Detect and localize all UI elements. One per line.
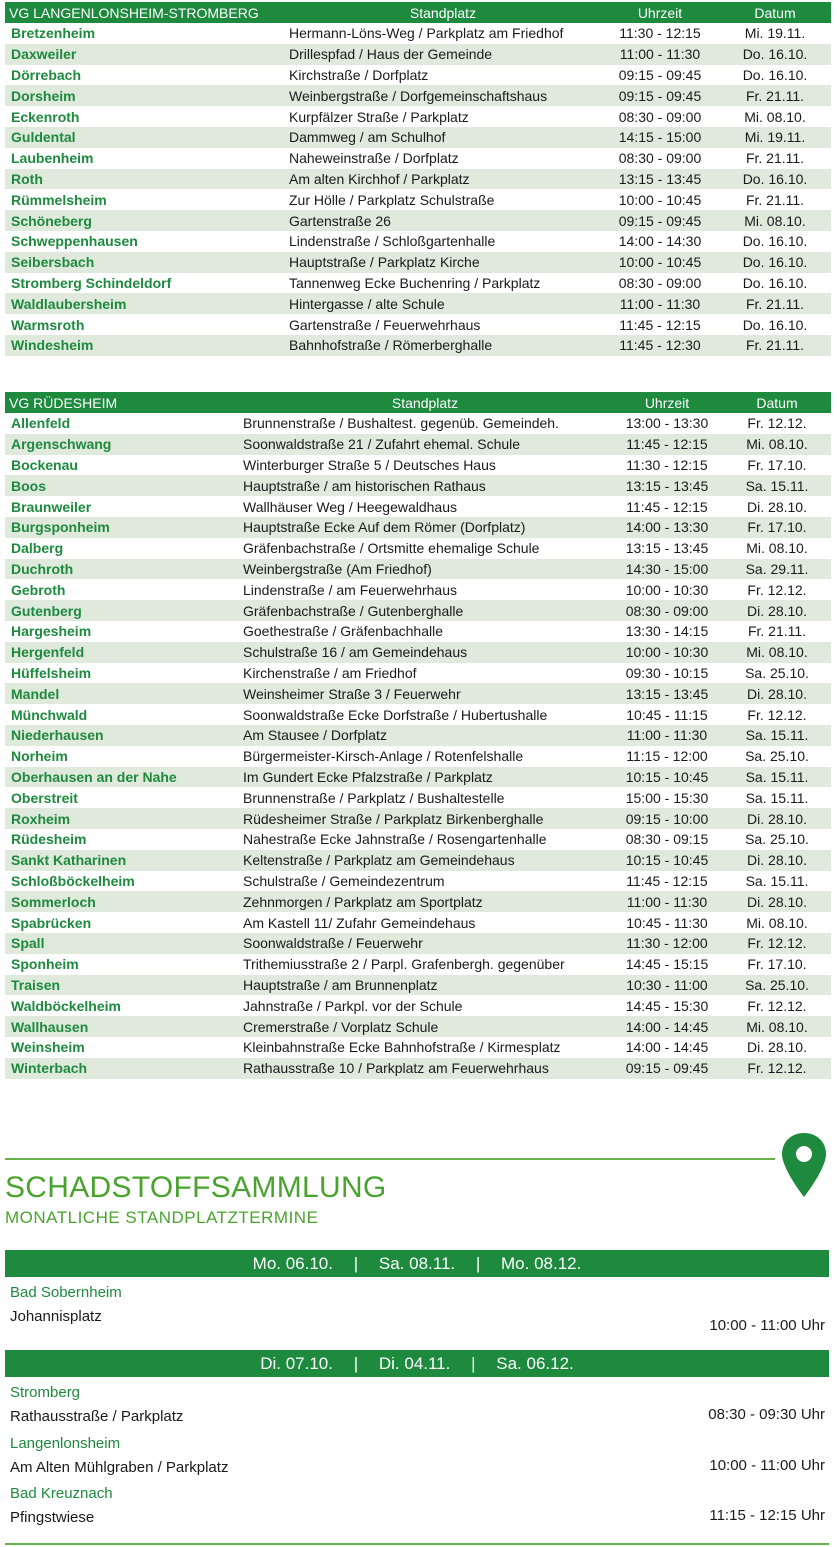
row-ort: Waldböckelheim (11, 997, 121, 1014)
row-standplatz: Hauptstraße / Parkplatz Kirche (285, 252, 601, 273)
row-standplatz: Kirchstraße / Dorfplatz (289, 66, 429, 83)
row-datum: Di. 28.10. (747, 498, 807, 515)
location-time: 10:00 - 11:00 Uhr (709, 1317, 825, 1334)
row-datum: Fr. 12.12. (747, 997, 807, 1014)
row-uhrzeit: 10:00 - 10:45 (601, 252, 719, 273)
row-standplatz: Gräfenbachstraße / Ortsmitte ehemalige Schule (243, 540, 540, 557)
row-uhrzeit: 09:15 - 10:00 (611, 808, 723, 829)
table-row (5, 517, 831, 538)
row-standplatz: Jahnstraße / Parkpl. vor der Schule (243, 997, 463, 1014)
row-standplatz: Hauptstraße / am Brunnenplatz (239, 975, 611, 996)
row-ort: Allenfeld (11, 415, 71, 432)
row-ort: Bockenau (11, 456, 78, 473)
band-separator: | (353, 1354, 359, 1373)
row-datum: Do. 16.10. (719, 44, 831, 65)
row-uhrzeit: 14:15 - 15:00 (601, 127, 719, 148)
row-uhrzeit: 11:45 - 12:15 (611, 434, 723, 455)
row-standplatz: Kleinbahnstraße Ecke Bahnhofstraße / Kirmesplatz (243, 1039, 561, 1056)
row-uhrzeit: 14:00 - 14:45 (625, 1039, 709, 1056)
row-uhrzeit: 14:30 - 15:00 (611, 559, 723, 580)
band-date: Mo. 08.12. (501, 1254, 582, 1273)
location-address: Am Alten Mühlgraben / Parkplatz (10, 1459, 229, 1476)
table-row (5, 273, 831, 294)
row-standplatz: Kirchenstraße / am Friedhof (243, 664, 417, 681)
table-row (5, 65, 831, 86)
row-ort: Gebroth (11, 581, 66, 598)
table-row (5, 189, 831, 210)
row-ort: Schloßböckelheim (11, 872, 135, 889)
row-datum: Fr. 21.11. (745, 191, 805, 208)
table-row (5, 808, 831, 829)
row-uhrzeit: 14:00 - 14:30 (618, 233, 702, 250)
row-ort: Braunweiler (11, 498, 92, 515)
section-subtitle: MONATLICHE STANDPLATZTERMINE (5, 1208, 319, 1227)
table-row (5, 767, 831, 788)
row-uhrzeit: 11:00 - 11:30 (611, 891, 723, 912)
row-uhrzeit: 08:30 - 09:00 (611, 600, 723, 621)
header-vg: VG LANGENLONSHEIM-STROMBERG (5, 2, 285, 23)
row-standplatz: Hermann-Löns-Weg / Parkplatz am Friedhof (289, 25, 564, 42)
row-ort: Dörrebach (11, 66, 82, 83)
row-datum: Mi. 19.11. (744, 25, 806, 42)
location-time: 10:00 - 11:00 Uhr (709, 1457, 825, 1474)
row-uhrzeit: 08:30 - 09:15 (625, 831, 709, 848)
row-ort: Niederhausen (5, 725, 239, 746)
row-standplatz: Wallhäuser Weg / Heegewaldhaus (243, 498, 458, 515)
row-uhrzeit: 11:15 - 12:00 (626, 748, 708, 765)
row-standplatz: Weinsheimer Straße 3 / Feuerwehr (239, 683, 611, 704)
row-ort: Waldlaubersheim (5, 293, 285, 314)
row-uhrzeit: 09:15 - 09:45 (611, 1058, 723, 1079)
row-ort: Traisen (5, 975, 239, 996)
band-separator: | (353, 1254, 359, 1273)
row-standplatz: Soonwaldstraße / Feuerwehr (239, 933, 611, 954)
header-uhrzeit: Uhrzeit (601, 2, 719, 23)
row-standplatz: Soonwaldstraße 21 / Zufahrt ehemal. Schule (239, 434, 611, 455)
row-datum: Do. 16.10. (719, 252, 831, 273)
table-row (5, 600, 831, 621)
row-uhrzeit: 10:30 - 11:00 (611, 975, 723, 996)
row-uhrzeit: 15:00 - 15:30 (625, 789, 709, 806)
row-standplatz: Naheweinstraße / Dorfplatz (289, 150, 459, 167)
row-standplatz: Bahnhofstraße / Römerberghalle (285, 335, 601, 356)
row-ort: Oberstreit (11, 789, 78, 806)
table-row (5, 475, 831, 496)
table-row (5, 912, 831, 933)
row-datum: Di. 28.10. (723, 683, 831, 704)
table-row (5, 231, 831, 252)
row-uhrzeit: 11:45 - 12:30 (601, 335, 719, 356)
row-uhrzeit: 11:30 - 12:15 (626, 456, 708, 473)
row-ort: Mandel (5, 683, 239, 704)
row-datum: Fr. 17.10. (747, 456, 807, 473)
row-ort: Winterbach (5, 1058, 239, 1079)
location-name: Bad Kreuznach (10, 1485, 113, 1502)
row-uhrzeit: 11:00 - 11:30 (611, 725, 723, 746)
row-uhrzeit: 08:30 - 09:00 (618, 150, 702, 167)
row-standplatz: Hauptstraße Ecke Auf dem Römer (Dorfplatz) (239, 517, 611, 538)
row-datum: Mi. 08.10. (746, 540, 808, 557)
table-row (5, 1016, 831, 1037)
row-standplatz: Am Stausee / Dorfplatz (239, 725, 611, 746)
row-datum: Sa. 15.11. (723, 767, 831, 788)
row-standplatz: Lindenstraße / am Feuerwehrhaus (243, 581, 457, 598)
row-datum: Fr. 12.12. (747, 581, 807, 598)
table-row (5, 954, 831, 975)
table-row (5, 1058, 831, 1079)
header-datum: Datum (719, 2, 831, 23)
row-uhrzeit: 13:15 - 13:45 (611, 475, 723, 496)
table-header-row (5, 392, 831, 413)
section-title: SCHADSTOFFSAMMLUNG (5, 1171, 387, 1204)
row-ort: Sponheim (11, 956, 79, 973)
table-row (5, 293, 831, 314)
row-datum: Mi. 08.10. (723, 642, 831, 663)
row-uhrzeit: 14:45 - 15:15 (625, 956, 709, 973)
table-row (5, 933, 831, 954)
row-standplatz: Weinbergstraße (Am Friedhof) (239, 559, 611, 580)
row-ort: Rümmelsheim (11, 191, 107, 208)
row-standplatz: Tannenweg Ecke Buchenring / Parkplatz (289, 274, 541, 291)
row-ort: Hüffelsheim (11, 664, 92, 681)
row-datum: Sa. 25.10. (745, 664, 809, 681)
table-row (5, 850, 831, 871)
header-uhrzeit: Uhrzeit (611, 392, 723, 413)
row-ort: Rüdesheim (11, 831, 87, 848)
row-uhrzeit: 10:45 - 11:15 (626, 706, 708, 723)
row-datum: Fr. 17.10. (747, 956, 807, 973)
row-uhrzeit: 13:15 - 13:45 (611, 683, 723, 704)
row-uhrzeit: 08:30 - 09:00 (618, 108, 702, 125)
row-ort: Dalberg (11, 540, 64, 557)
table-row (5, 169, 831, 190)
row-ort: Norheim (11, 748, 68, 765)
table-row (5, 621, 831, 642)
row-standplatz: Drillespfad / Haus der Gemeinde (285, 44, 601, 65)
row-uhrzeit: 13:15 - 13:45 (601, 169, 719, 190)
row-standplatz: Goethestraße / Gräfenbachhalle (243, 623, 444, 640)
row-datum: Sa. 15.11. (745, 789, 809, 806)
location-pin-icon (779, 1131, 829, 1201)
row-datum: Di. 28.10. (723, 600, 831, 621)
row-datum: Mi. 08.10. (719, 210, 831, 231)
row-standplatz: Soonwaldstraße Ecke Dorfstraße / Hubertushalle (243, 706, 548, 723)
location-address: Pfingstwiese (10, 1509, 95, 1526)
row-uhrzeit: 14:00 - 14:45 (611, 1016, 723, 1037)
row-datum: Sa. 25.10. (723, 975, 831, 996)
row-datum: Sa. 15.11. (723, 725, 831, 746)
row-datum: Fr. 12.12. (747, 706, 807, 723)
table-row (5, 210, 831, 231)
header-vg: VG RÜDESHEIM (5, 392, 239, 413)
row-ort: Schweppenhausen (11, 233, 138, 250)
band-date: Sa. 06.12. (496, 1354, 574, 1373)
table-row (5, 85, 831, 106)
row-ort: Daxweiler (5, 44, 285, 65)
table-row (5, 106, 831, 127)
row-standplatz: Schulstraße / Gemeindezentrum (243, 872, 445, 889)
row-datum: Do. 16.10. (719, 169, 831, 190)
row-datum: Fr. 17.10. (723, 517, 831, 538)
row-standplatz: Hauptstraße / am historischen Rathaus (239, 475, 611, 496)
row-datum: Fr. 21.11. (719, 85, 831, 106)
table-row (5, 642, 831, 663)
row-standplatz: Hintergasse / alte Schule (285, 293, 601, 314)
location-address: Johannisplatz (10, 1308, 102, 1325)
row-datum: Do. 16.10. (742, 274, 808, 291)
header-standplatz: Standplatz (285, 2, 601, 23)
row-ort: Windesheim (5, 335, 285, 356)
row-uhrzeit: 10:15 - 10:45 (611, 850, 723, 871)
row-standplatz: Rathausstraße 10 / Parkplatz am Feuerwehrhaus (239, 1058, 611, 1079)
location-name: Langenlonsheim (10, 1435, 121, 1452)
row-standplatz: Brunnenstraße / Parkplatz / Bushaltestelle (243, 789, 505, 806)
row-uhrzeit: 13:00 - 13:30 (625, 415, 709, 432)
row-uhrzeit: 13:15 - 13:45 (625, 540, 709, 557)
row-uhrzeit: 11:45 - 12:15 (626, 498, 708, 515)
row-datum: Sa. 25.10. (745, 748, 809, 765)
schedule-table-ruedesheim (5, 392, 831, 1079)
table-row (5, 1037, 831, 1058)
row-ort: Stromberg Schindeldorf (11, 274, 172, 291)
row-ort: Spabrücken (11, 914, 92, 931)
row-uhrzeit: 09:15 - 09:45 (601, 85, 719, 106)
bottom-divider (5, 1543, 829, 1545)
row-datum: Fr. 12.12. (723, 1058, 831, 1079)
row-datum: Sa. 15.11. (745, 872, 809, 889)
row-uhrzeit: 08:30 - 09:00 (618, 274, 702, 291)
row-ort: Eckenroth (11, 108, 80, 125)
row-ort: Burgsponheim (5, 517, 239, 538)
row-ort: Hargesheim (11, 623, 92, 640)
row-ort: Laubenheim (11, 150, 94, 167)
row-datum: Mi. 08.10. (723, 1016, 831, 1037)
table-row (5, 975, 831, 996)
row-standplatz: Kurpfälzer Straße / Parkplatz (289, 108, 469, 125)
row-standplatz: Zur Hölle / Parkplatz Schulstraße (289, 191, 495, 208)
table-row (5, 23, 831, 44)
row-datum: Do. 16.10. (742, 316, 808, 333)
row-standplatz: Nahestraße Ecke Jahnstraße / Rosengartenhalle (243, 831, 547, 848)
table-row (5, 314, 831, 335)
row-uhrzeit: 14:00 - 13:30 (611, 517, 723, 538)
row-ort: Roxheim (5, 808, 239, 829)
row-datum: Di. 28.10. (723, 891, 831, 912)
section-divider (5, 1158, 775, 1160)
row-ort: Guldental (5, 127, 285, 148)
row-uhrzeit: 10:15 - 10:45 (611, 767, 723, 788)
row-datum: Mi. 19.11. (719, 127, 831, 148)
row-uhrzeit: 11:00 - 11:30 (601, 293, 719, 314)
table-row (5, 704, 831, 725)
row-ort: Boos (5, 475, 239, 496)
table-row (5, 413, 831, 434)
row-datum: Sa. 15.11. (723, 475, 831, 496)
row-datum: Fr. 21.11. (719, 293, 831, 314)
row-datum: Mi. 08.10. (723, 434, 831, 455)
row-uhrzeit: 11:45 - 12:15 (619, 316, 701, 333)
band-date: Mo. 06.10. (252, 1254, 333, 1273)
table-row (5, 663, 831, 684)
row-standplatz: Dammweg / am Schulhof (285, 127, 601, 148)
table-row (5, 434, 831, 455)
row-standplatz: Keltenstraße / Parkplatz am Gemeindehaus (239, 850, 611, 871)
row-ort: Warmsroth (11, 316, 85, 333)
row-datum: Mi. 08.10. (746, 914, 808, 931)
table-row (5, 44, 831, 65)
row-ort: Dorsheim (5, 85, 285, 106)
table-row (5, 559, 831, 580)
band-separator: | (475, 1254, 481, 1273)
row-datum: Fr. 21.11. (747, 623, 807, 640)
row-standplatz: Weinbergstraße / Dorfgemeinschaftshaus (285, 85, 601, 106)
table-row (5, 891, 831, 912)
row-datum: Di. 28.10. (747, 1039, 807, 1056)
row-ort: Gutenberg (5, 600, 239, 621)
table-body (5, 413, 831, 1079)
location-time: 08:30 - 09:30 Uhr (708, 1406, 825, 1423)
row-standplatz: Zehnmorgen / Parkplatz am Sportplatz (239, 891, 611, 912)
row-ort: Sankt Katharinen (5, 850, 239, 871)
row-ort: Duchroth (5, 559, 239, 580)
row-uhrzeit: 14:45 - 15:30 (625, 997, 709, 1014)
row-uhrzeit: 09:15 - 09:45 (618, 66, 702, 83)
row-datum: Fr. 12.12. (747, 415, 807, 432)
row-standplatz: Trithemiusstraße 2 / Parpl. Grafenbergh. gegenüber (243, 956, 565, 973)
row-datum: Di. 28.10. (723, 808, 831, 829)
table-row (5, 787, 831, 808)
row-standplatz: Cremerstraße / Vorplatz Schule (239, 1016, 611, 1037)
row-datum: Fr. 12.12. (723, 933, 831, 954)
table-row (5, 335, 831, 356)
row-ort: Schöneberg (5, 210, 285, 231)
row-standplatz: Gartenstraße / Feuerwehrhaus (289, 316, 481, 333)
row-datum: Fr. 21.11. (719, 335, 831, 356)
row-datum: Di. 28.10. (723, 850, 831, 871)
row-standplatz: Im Gundert Ecke Pfalzstraße / Parkplatz (239, 767, 611, 788)
row-standplatz: Brunnenstraße / Bushaltest. gegenüb. Gemeindeh. (243, 415, 559, 432)
row-standplatz: Gartenstraße 26 (285, 210, 601, 231)
row-ort: Bretzenheim (11, 25, 96, 42)
row-standplatz: Gräfenbachstraße / Gutenberghalle (239, 600, 611, 621)
table-row (5, 683, 831, 704)
row-ort: Hergenfeld (5, 642, 239, 663)
header-datum: Datum (723, 392, 831, 413)
table-row (5, 496, 831, 517)
row-datum: Do. 16.10. (742, 233, 808, 250)
table-row (5, 252, 831, 273)
row-standplatz: Schulstraße 16 / am Gemeindehaus (239, 642, 611, 663)
table-row (5, 829, 831, 850)
schedule-table-langenlonsheim (5, 2, 831, 356)
row-ort: Münchwald (11, 706, 88, 723)
table-row (5, 148, 831, 169)
row-standplatz: Bürgermeister-Kirsch-Anlage / Rotenfelshalle (243, 748, 524, 765)
row-datum: Sa. 29.11. (723, 559, 831, 580)
row-ort: Roth (5, 169, 285, 190)
row-uhrzeit: 10:00 - 10:30 (611, 642, 723, 663)
table-row (5, 871, 831, 892)
location-name: Bad Sobernheim (10, 1284, 122, 1301)
table-row (5, 995, 831, 1016)
row-ort: Spall (5, 933, 239, 954)
row-uhrzeit: 11:00 - 11:30 (601, 44, 719, 65)
row-uhrzeit: 11:45 - 12:15 (626, 872, 708, 889)
row-uhrzeit: 11:30 - 12:00 (611, 933, 723, 954)
row-ort: Weinsheim (11, 1039, 85, 1056)
table-row (5, 746, 831, 767)
row-ort: Oberhausen an der Nahe (5, 767, 239, 788)
location-address: Rathausstraße / Parkplatz (10, 1408, 184, 1425)
header-standplatz: Standplatz (239, 392, 611, 413)
location-name: Stromberg (10, 1384, 81, 1401)
row-ort: Seibersbach (5, 252, 285, 273)
row-ort: Wallhausen (5, 1016, 239, 1037)
row-uhrzeit: 10:00 - 10:30 (625, 581, 709, 598)
date-band-1 (5, 1250, 829, 1277)
date-band-2 (5, 1350, 829, 1377)
table-row (5, 725, 831, 746)
table-row (5, 127, 831, 148)
band-date: Di. 04.11. (378, 1354, 451, 1373)
band-separator: | (471, 1354, 476, 1373)
row-datum: Mi. 08.10. (744, 108, 806, 125)
row-uhrzeit: 10:00 - 10:45 (618, 191, 702, 208)
row-uhrzeit: 09:15 - 09:45 (601, 210, 719, 231)
row-standplatz: Rüdesheimer Straße / Parkplatz Birkenberghalle (239, 808, 611, 829)
row-uhrzeit: 10:45 - 11:30 (626, 914, 708, 931)
row-standplatz: Am alten Kirchhof / Parkplatz (285, 169, 601, 190)
row-uhrzeit: 13:30 - 14:15 (625, 623, 709, 640)
row-ort: Argenschwang (5, 434, 239, 455)
location-time: 11:15 - 12:15 Uhr (709, 1507, 825, 1524)
band-date: Di. 07.10. (260, 1354, 333, 1373)
row-uhrzeit: 11:30 - 12:15 (619, 25, 701, 42)
table-row (5, 455, 831, 476)
row-datum: Do. 16.10. (742, 66, 808, 83)
row-datum: Fr. 21.11. (745, 150, 805, 167)
table-body (5, 23, 831, 356)
row-datum: Sa. 25.10. (745, 831, 809, 848)
band-date: Sa. 08.11. (378, 1254, 456, 1273)
row-ort: Sommerloch (5, 891, 239, 912)
table-row (5, 579, 831, 600)
table-row (5, 538, 831, 559)
row-standplatz: Lindenstraße / Schloßgartenhalle (289, 233, 496, 250)
table-header-row (5, 2, 831, 23)
row-uhrzeit: 09:30 - 10:15 (625, 664, 709, 681)
row-standplatz: Am Kastell 11/ Zufahr Gemeindehaus (243, 914, 476, 931)
row-standplatz: Winterburger Straße 5 / Deutsches Haus (243, 456, 496, 473)
